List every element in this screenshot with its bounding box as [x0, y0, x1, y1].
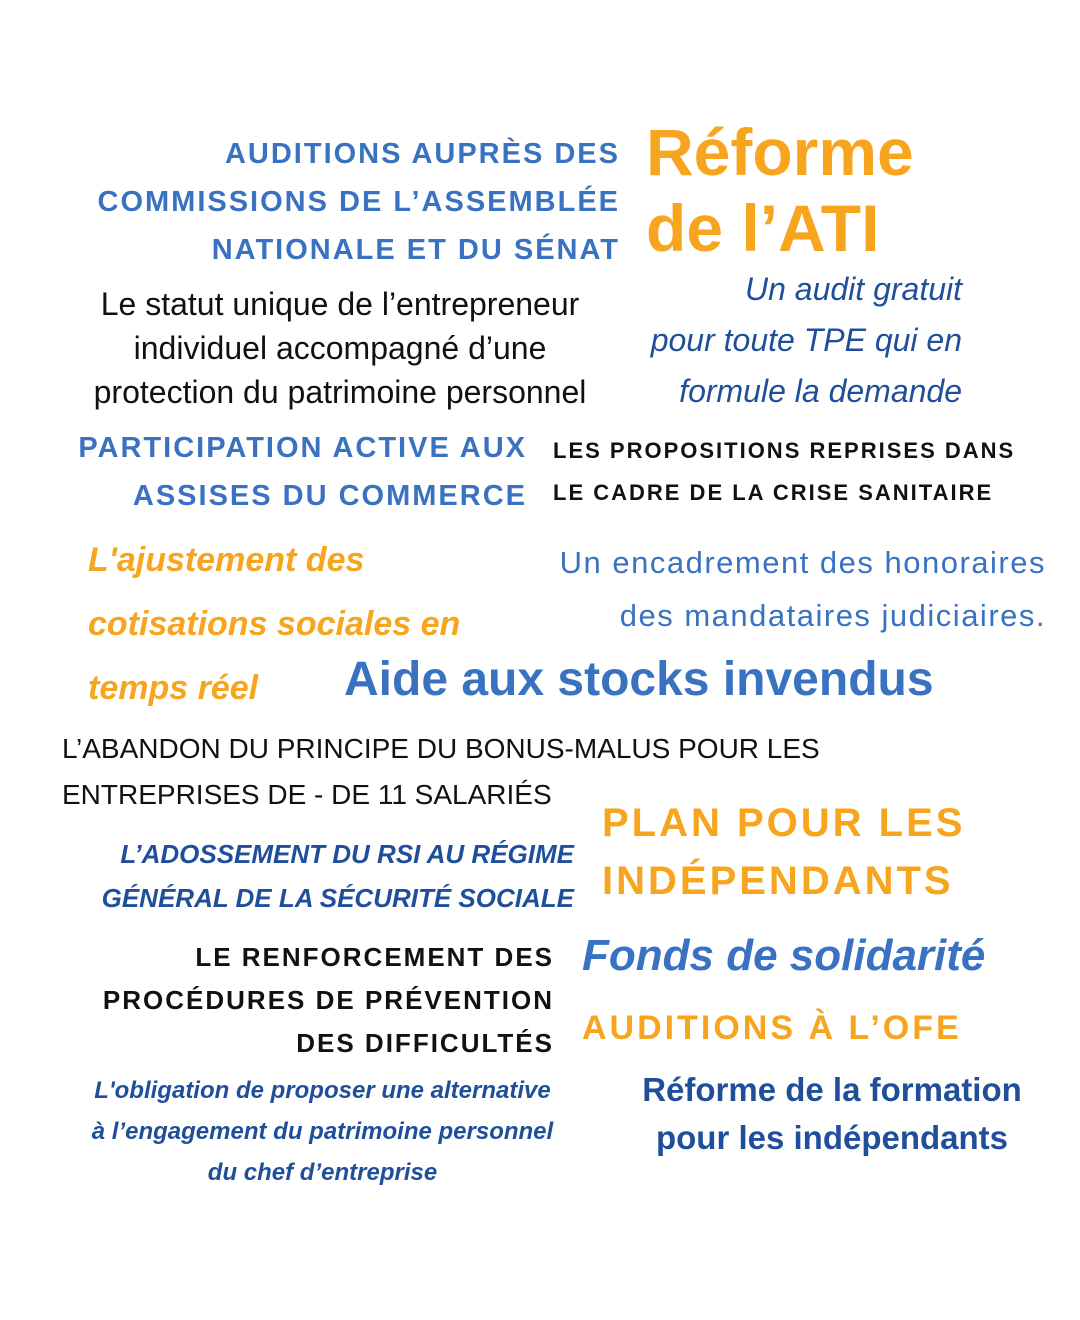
text-line: L’ADOSSEMENT DU RSI AU RÉGIME	[120, 839, 574, 869]
text-line: LE CADRE DE LA CRISE SANITAIRE	[553, 480, 994, 505]
auditions-commissions-text	[98, 130, 621, 274]
text-line: temps réel	[88, 669, 259, 707]
text-line: pour toute TPE qui en	[650, 322, 962, 358]
text-line: PLAN POUR LES	[602, 801, 966, 845]
text-line: L'obligation de proposer une alternative	[94, 1077, 551, 1104]
text-line: des mandataires judiciaires.	[619, 598, 1046, 633]
text-line: AUDITIONS À L’OFE	[582, 1009, 962, 1047]
text-line: cotisations sociales en	[88, 605, 461, 643]
fonds-solidarite-heading	[582, 926, 985, 986]
text-line: LES PROPOSITIONS REPRISES DANS	[553, 438, 1016, 463]
encadrement-honoraires-text	[560, 536, 1046, 642]
text-line: Aide aux stocks invendus	[344, 653, 934, 706]
text-line: Un audit gratuit	[744, 271, 962, 307]
text-line: Réforme de la formation	[642, 1071, 1022, 1108]
audit-gratuit-text	[651, 264, 962, 417]
text-line: NATIONALE ET DU SÉNAT	[211, 234, 620, 266]
text-line: PARTICIPATION ACTIVE AUX	[78, 432, 527, 464]
text-line: pour les indépendants	[655, 1119, 1009, 1156]
plan-independants-heading	[602, 794, 965, 910]
text-line: ASSISES DU COMMERCE	[132, 480, 527, 512]
text-line: de l’ATI	[646, 191, 880, 265]
text-line: protection du patrimoine personnel	[93, 374, 587, 410]
reforme-ati-heading	[646, 114, 914, 266]
auditions-ofe-heading	[582, 1004, 962, 1052]
text-line: individuel accompagné d’une	[133, 330, 547, 366]
text-line: Fonds de solidarité	[582, 931, 986, 980]
text-line: INDÉPENDANTS	[602, 859, 954, 903]
text-line: L’ABANDON DU PRINCIPE DU BONUS-MALUS POUR LES	[62, 733, 820, 764]
text-line: Réforme	[646, 115, 914, 189]
text-line: ENTREPRISES DE - DE 11 SALARIÉS	[62, 779, 552, 810]
text-line: du chef d’entreprise	[207, 1159, 438, 1186]
text-line: à l’engagement du patrimoine personnel	[91, 1118, 554, 1145]
text-line: DES DIFFICULTÉS	[296, 1028, 554, 1058]
text-line: GÉNÉRAL DE LA SÉCURITÉ SOCIALE	[101, 883, 574, 913]
text-line: Le statut unique de l’entrepreneur	[100, 286, 580, 322]
text-line: LE RENFORCEMENT DES	[195, 942, 554, 972]
participation-assises-text	[78, 424, 527, 520]
obligation-alternative-text	[40, 1070, 605, 1193]
reforme-formation-heading	[612, 1066, 1052, 1162]
adossement-rsi-text	[102, 832, 574, 920]
text-line: formule la demande	[679, 373, 962, 409]
text-line: L'ajustement des	[88, 541, 365, 579]
text-line: AUDITIONS AUPRÈS DES	[224, 138, 620, 170]
statut-unique-text	[40, 282, 640, 414]
text-line: PROCÉDURES DE PRÉVENTION	[102, 985, 554, 1015]
propositions-crise-text	[553, 430, 1015, 514]
aide-stocks-heading	[344, 648, 934, 712]
text-line: COMMISSIONS DE L’ASSEMBLÉE	[97, 186, 620, 218]
text-line: Un encadrement des honoraires	[559, 545, 1046, 580]
renforcement-procedures-text	[103, 936, 554, 1065]
